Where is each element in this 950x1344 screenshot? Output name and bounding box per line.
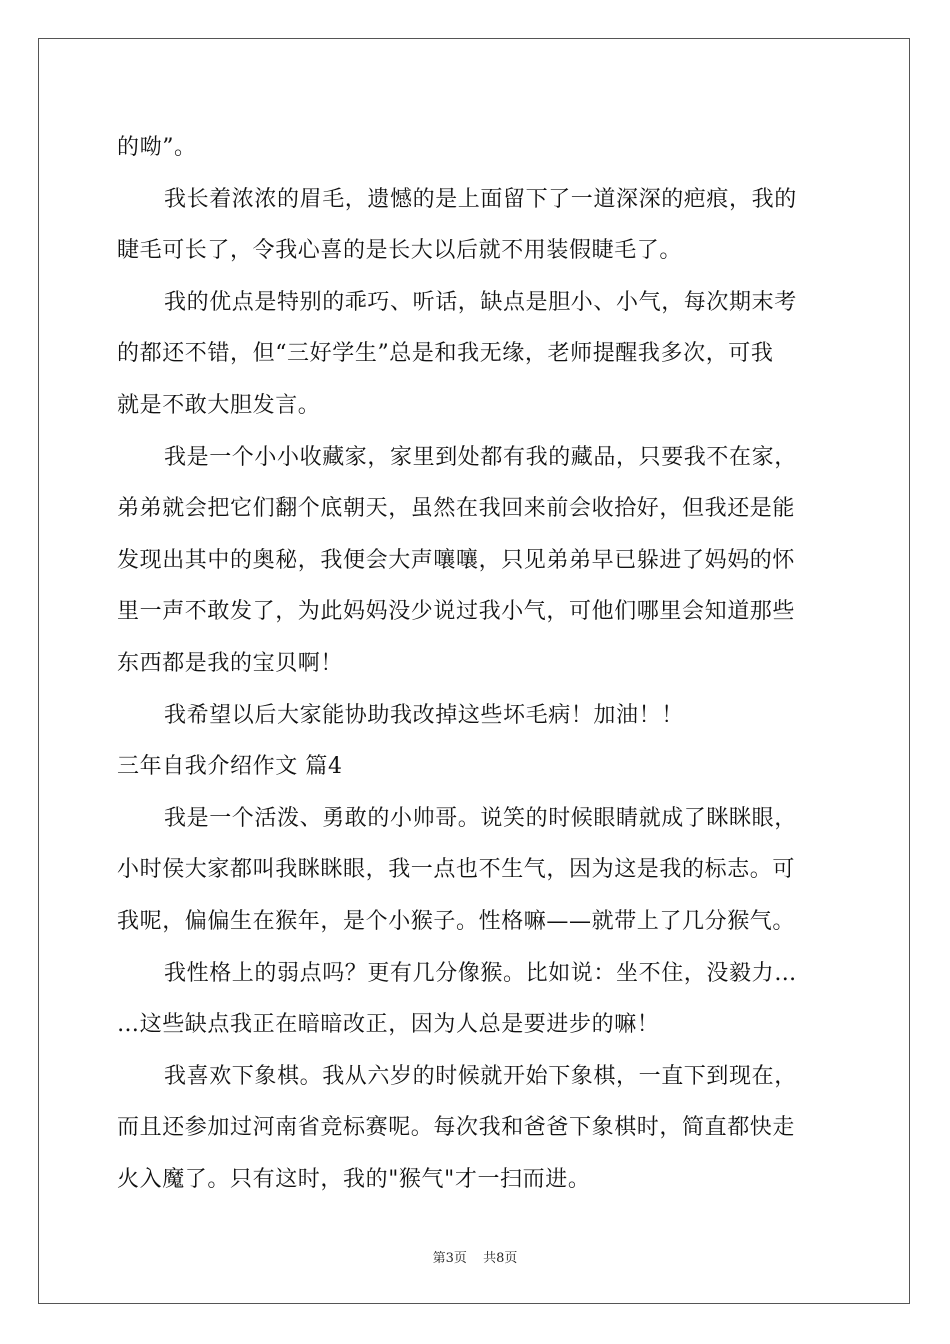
- text-line: 我性格上的弱点吗？更有几分像猴。比如说：坐不住，没毅力…: [164, 960, 797, 986]
- text-line: 我喜欢下象棋。我从六岁的时候就开始下象棋，一直下到现在，: [164, 1063, 797, 1089]
- text-line: …这些缺点我正在暗暗改正，因为人总是要进步的嘛！: [117, 1012, 660, 1038]
- text-line: 而且还参加过河南省竞标赛呢。每次我和爸爸下象棋时，简直都快走: [117, 1115, 796, 1141]
- text-line: 发现出其中的奥秘，我便会大声嚷嚷，只见弟弟早已躲进了妈妈的怀: [117, 547, 796, 573]
- page-total: 共8页: [483, 1251, 518, 1266]
- text-line: 我是一个活泼、勇敢的小帅哥。说笑的时候眼睛就成了眯眯眼，: [164, 805, 797, 831]
- document-body: [117, 122, 833, 1205]
- text-line: 小时侯大家都叫我眯眯眼，我一点也不生气，因为这是我的标志。可: [117, 857, 796, 883]
- text-line: 弟弟就会把它们翻个底朝天，虽然在我回来前会收拾好，但我还是能: [117, 496, 796, 522]
- text-line: 火入魔了。只有这时，我的"猴气"才一扫而进。: [117, 1166, 591, 1192]
- text-line: 我长着浓浓的眉毛，遗憾的是上面留下了一道深深的疤痕，我的: [164, 186, 797, 212]
- section-heading: 三年自我介绍作文 篇4: [117, 754, 343, 780]
- page-number: 第3页: [432, 1251, 467, 1266]
- text-line: 睫毛可长了，令我心喜的是长大以后就不用装假睫毛了。: [117, 238, 683, 264]
- text-line: 我希望以后大家能协助我改掉这些坏毛病！加油！！: [164, 702, 684, 728]
- text-line: 东西都是我的宝贝啊！: [117, 650, 344, 676]
- text-line: 的呦”。: [117, 135, 197, 160]
- text-line: 我的优点是特别的乖巧、听话，缺点是胆小、小气，每次期末考: [164, 289, 797, 315]
- text-line: 我呢，偏偏生在猴年，是个小猴子。性格嘛——就带上了几分猴气。: [117, 908, 796, 934]
- text-line: 的都还不错，但“三好学生”总是和我无缘，老师提醒我多次，可我: [117, 341, 774, 367]
- text-line: 就是不敢大胆发言。: [117, 392, 321, 418]
- text-line: 我是一个小小收藏家，家里到处都有我的藏品，只要我不在家，: [164, 444, 797, 470]
- page-footer: [0, 1247, 950, 1266]
- text-line: 里一声不敢发了，为此妈妈没少说过我小气，可他们哪里会知道那些: [117, 599, 796, 625]
